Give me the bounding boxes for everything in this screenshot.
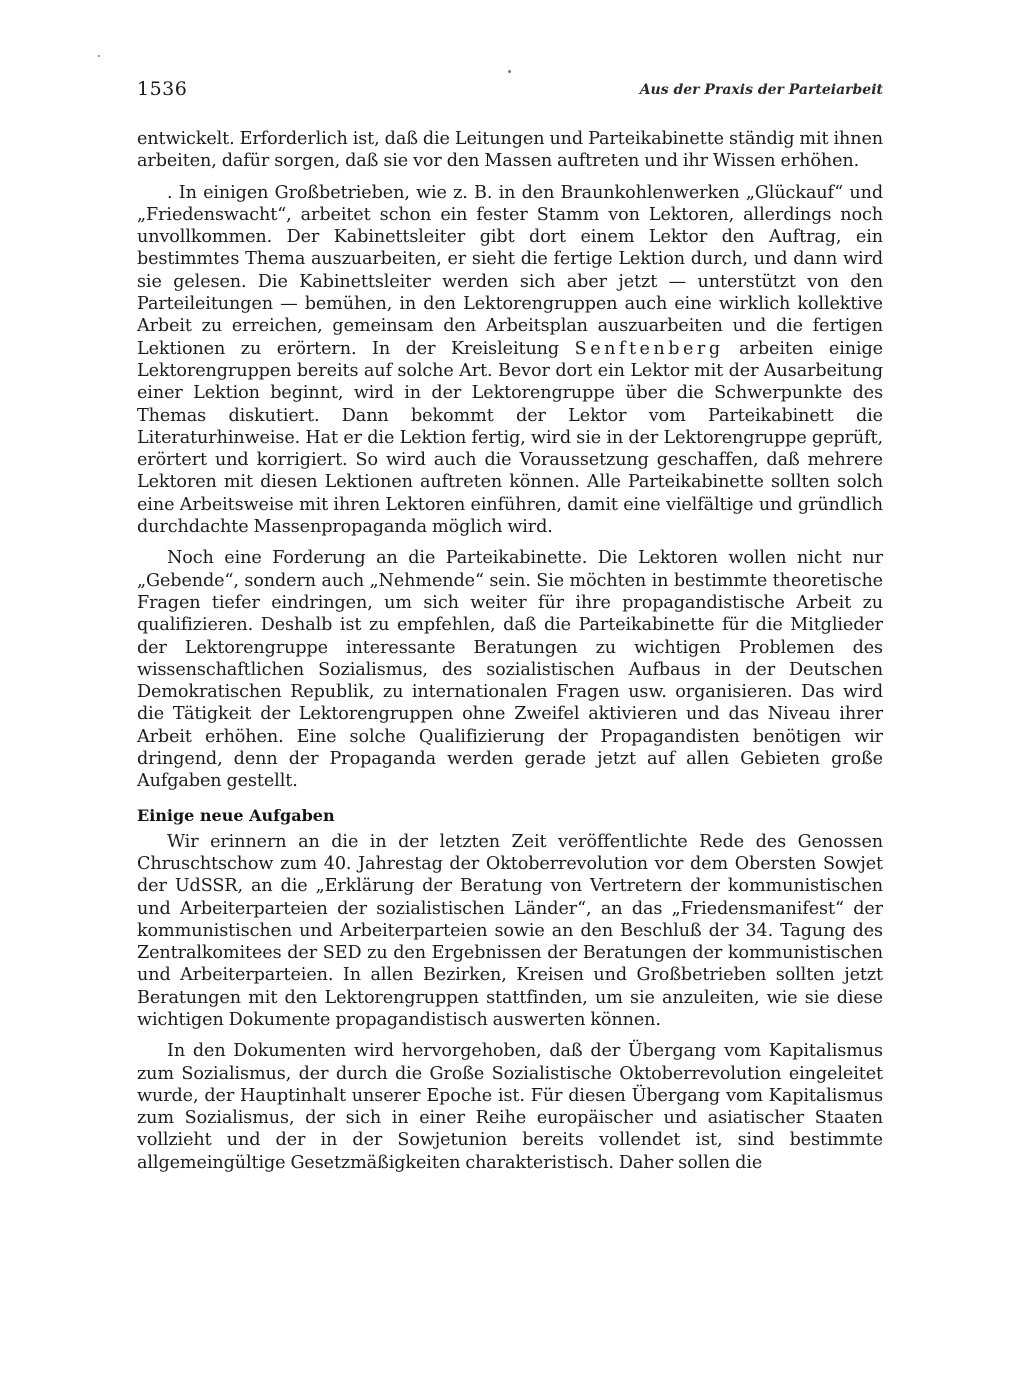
section-heading: Einige neue Aufgaben xyxy=(137,805,335,825)
paragraph-2-text-a: . In einigen Großbetrieben, wie z. B. in den Braunkohlenwerken „Glückauf“ und „Friedenswacht“, arbeitet schon ein fester Stamm von Lektoren, allerdings noch unvollkommen. Der Kabinettsleiter gibt dort einem Lektor den Auftrag, ein bestimmtes Thema auszuarbeiten, er sieht die fertige Lektion durch, und dann wird sie gelesen. Die Kabinettsleiter werden sich aber jetzt — unterstützt von den Parteileitungen — bemühen, in den Lektorengruppen auch eine wirklich kollektive Arbeit zu erreichen, gemeinsam den Arbeitsplan auszuarbeiten und die fertigen Lektionen zu erörtern. In der Kreisleitung xyxy=(137,182,883,359)
scan-speck xyxy=(508,70,511,73)
scan-speck xyxy=(98,55,100,57)
paragraph-2-text-b: arbeiten einige Lektorengruppen bereits auf solche Art. Bevor dort ein Lektor mit der Ausarbeitung einer Lektion beginnt, wird in der Lektorengruppe über die Schwerpunkte des Themas diskutiert. Dann bekommt der Lektor vom Parteikabinett die Literaturhinweise. Hat er die Lektion fertig, wird sie in der Lektorengruppe geprüft, erörtert und korrigiert. So wird auch die Voraussetzung geschaffen, daß mehrere Lektoren mit diesen Lektionen auftreten können. Alle Parteikabinette sollten solch eine Arbeitsweise mit ihren Lektoren einführen, damit eine vielfältige und gründlich durchdachte Massenpropaganda möglich wird. xyxy=(137,338,883,538)
paragraph-4: Wir erinnern an die in der letzten Zeit veröffentlichte Rede des Genossen Chruschtschow zum 40. Jahrestag der Oktoberrevolution vor dem Obersten Sowjet der UdSSR, an die „Erklärung der Beratung von Vertretern der kommunistischen und Arbeiterparteien der sozialistischen Länder“, an das „Friedensmanifest“ der kommunistischen und Arbeiterparteien sowie an den Beschluß der 34. Tagung des Zentralkomitees der SED zu den Ergebnissen der Beratungen der kommunistischen und Arbeiterparteien. In allen Bezirken, Kreisen und Großbetrieben sollten jetzt Beratungen mit den Lektorengruppen stattfinden, um sie anzuleiten, wie sie diese wichtigen Dokumente propagandistisch auswerten können. xyxy=(137,831,883,1030)
place-name-senftenberg: Senftenberg xyxy=(574,338,724,359)
paragraph-5: In den Dokumenten wird hervorgehoben, daß der Übergang vom Kapitalismus zum Sozialismus, der durch die Große Sozialistische Oktoberrevolution eingeleitet wurde, der Hauptinhalt unserer Epoche ist. Für diesen Übergang vom Kapitalismus zum Sozialismus, der sich in einer Reihe europäischer und asiatischer Staaten vollzieht und der in der Sowjetunion bereits vollendet ist, sind bestimmte allgemeingültige Gesetzmäßigkeiten charakteristisch. Daher sollen die xyxy=(137,1041,883,1173)
body-text xyxy=(137,128,883,1174)
paragraph-3: Noch eine Forderung an die Parteikabinette. Die Lektoren wollen nicht nur „Gebende“, sondern auch „Nehmende“ sein. Sie möchten in bestimmte theoretische Fragen tiefer eindringen, um sich weiter für ihre propagandistische Arbeit zu qualifizieren. Deshalb ist zu empfehlen, daß die Parteikabinette für die Mitglieder der Lektorengruppe interessante Beratungen zu wichtigen Problemen des wissenschaftlichen Sozialismus, des sozialistischen Aufbaus in der Deutschen Demokratischen Republik, zu internationalen Fragen usw. organisieren. Das wird die Tätigkeit der Lektorengruppen ohne Zweifel aktivieren und das Niveau ihrer Arbeit erhöhen. Eine solche Qualifizierung der Propagandisten benötigen wir dringend, denn der Propaganda werden gerade jetzt auf allen Gebieten große Aufgaben gestellt. xyxy=(137,548,883,792)
page-number: 1536 xyxy=(137,78,188,100)
running-head: Aus der Praxis der Parteiarbeit xyxy=(639,82,883,98)
paragraph-2 xyxy=(137,182,883,539)
paragraph-1: entwickelt. Erforderlich ist, daß die Leitungen und Parteikabinette ständig mit ihnen arbeiten, dafür sorgen, daß sie vor den Massen auftreten und ihr Wissen erhöhen. xyxy=(137,129,883,172)
page-header xyxy=(137,78,883,108)
